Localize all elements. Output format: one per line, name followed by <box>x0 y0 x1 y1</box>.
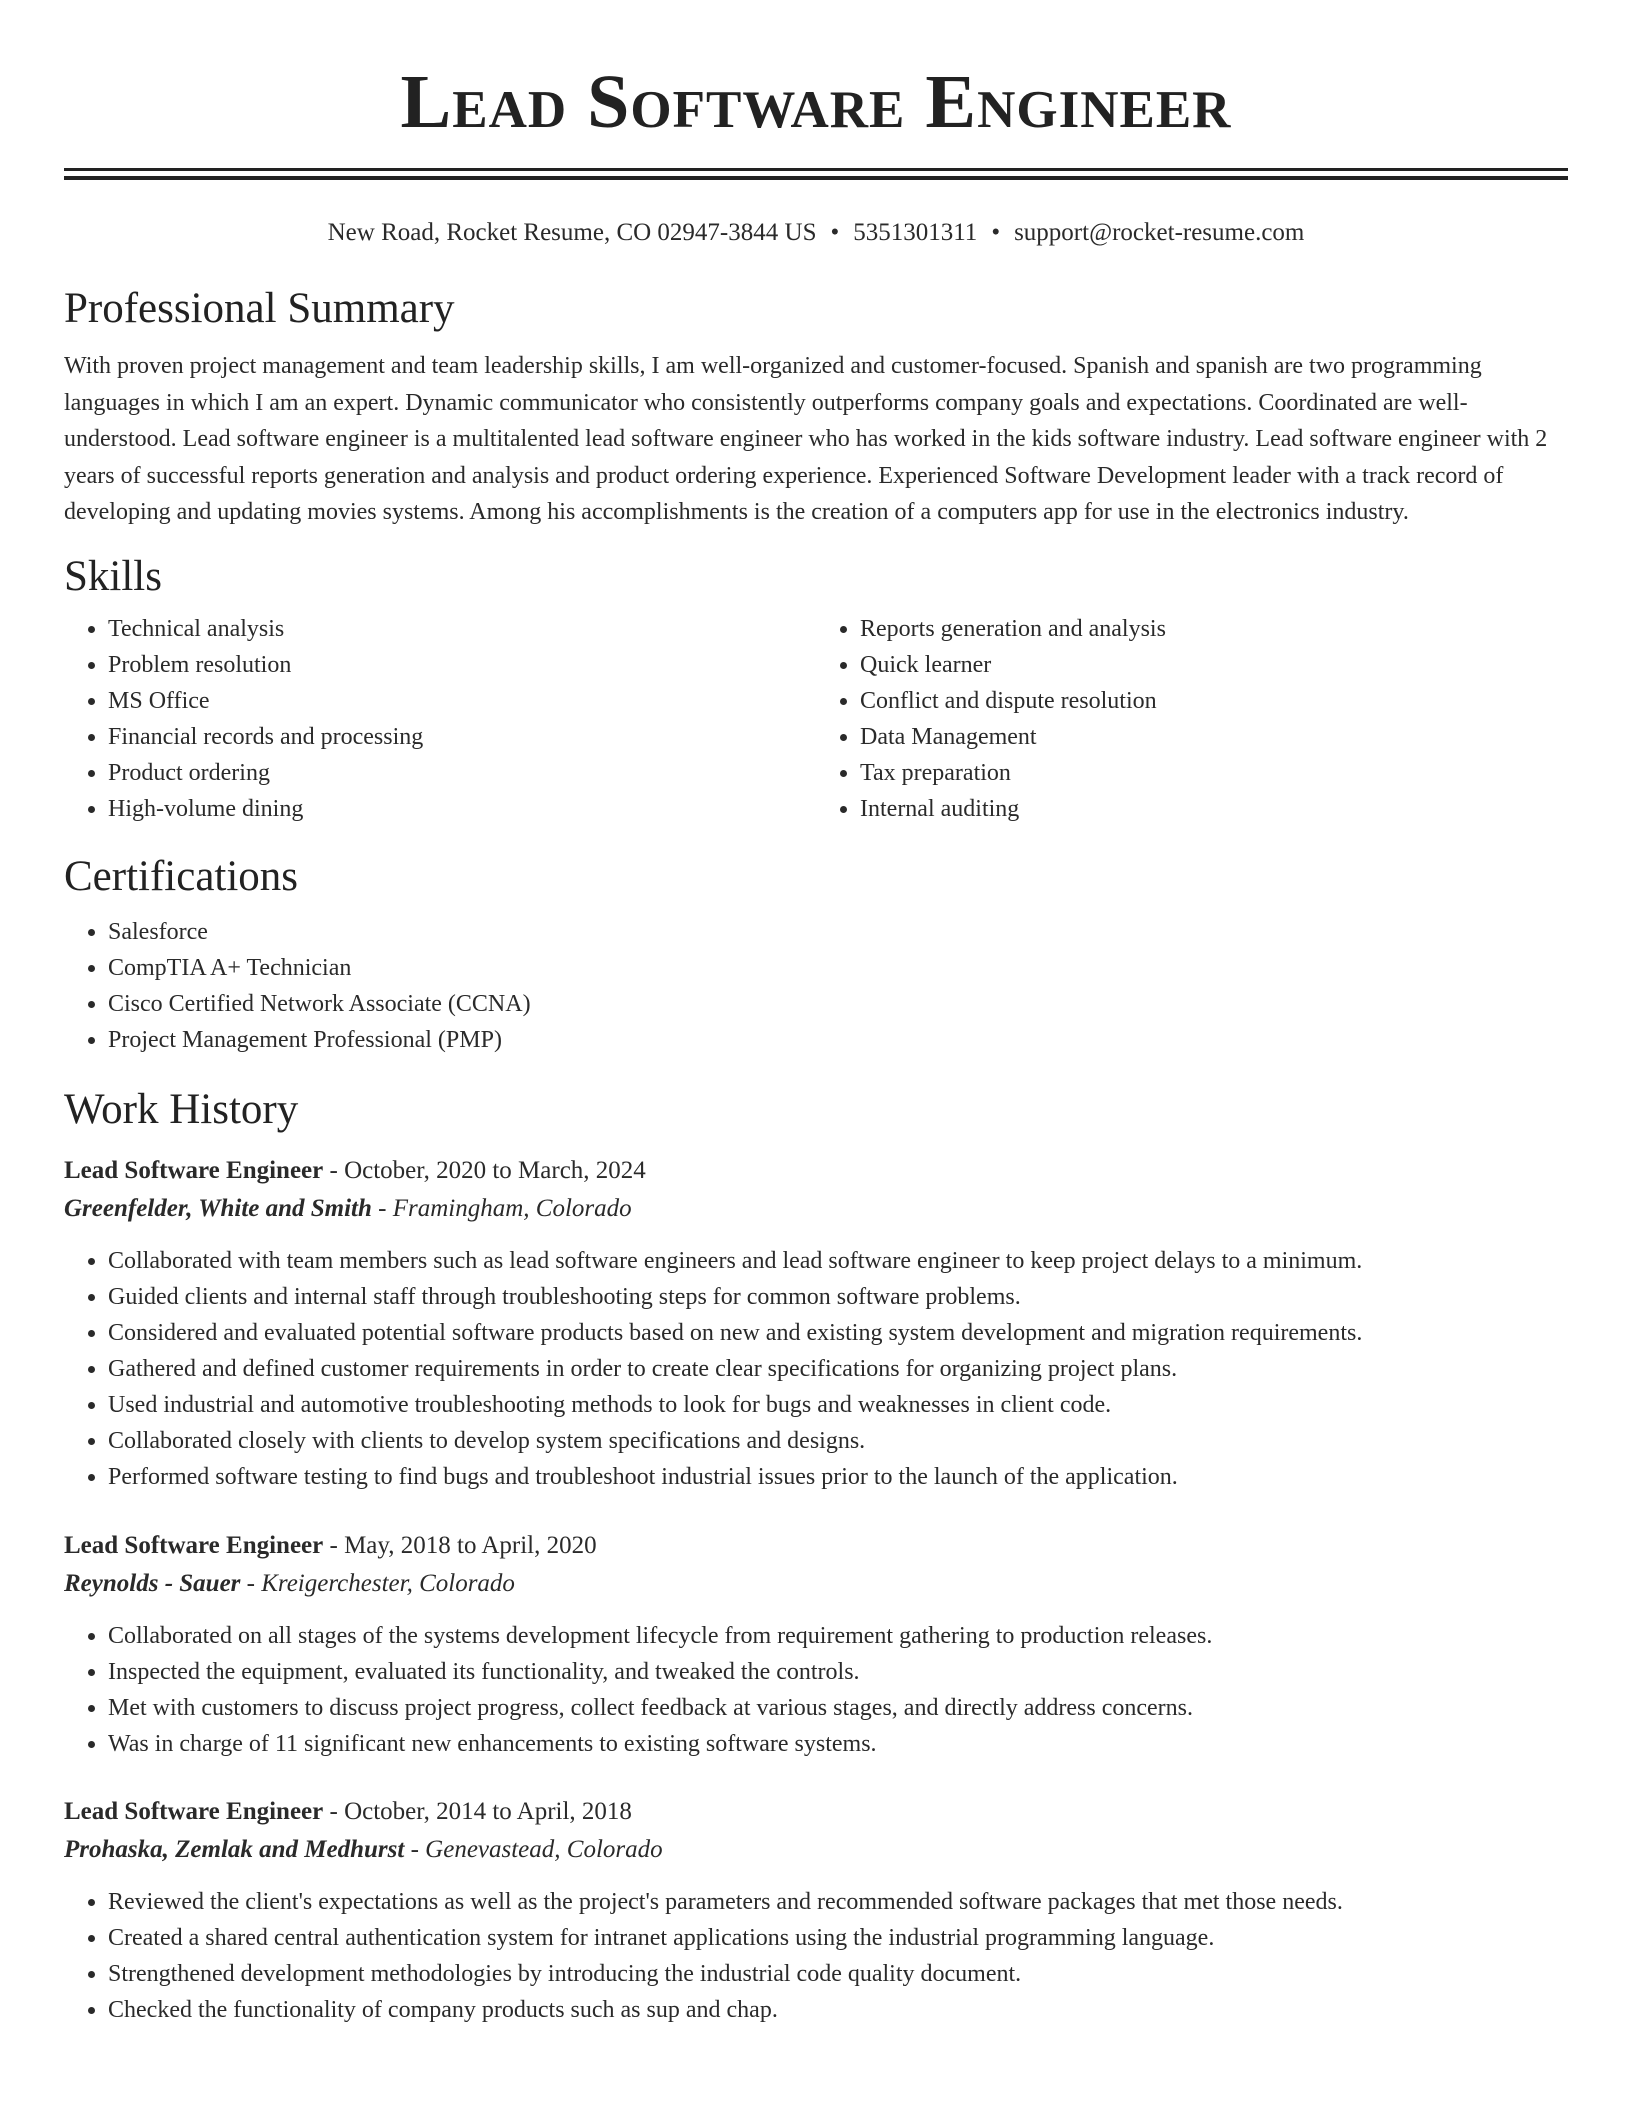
job-location: - Framingham, Colorado <box>371 1194 632 1222</box>
skills-grid <box>64 611 1568 827</box>
job-role: Lead Software Engineer <box>64 1531 324 1559</box>
skill-item: • Financial records and processing <box>108 719 816 755</box>
skill-item: • Problem resolution <box>108 647 816 683</box>
skill-item: • MS Office <box>108 683 816 719</box>
skill-item: • Data Management <box>860 719 1568 755</box>
certification-item: • Salesforce <box>108 914 1568 950</box>
skill-item: • Reports generation and analysis <box>860 611 1568 647</box>
skills-list-right <box>816 611 1568 827</box>
job-header <box>64 1793 1568 1831</box>
contact-phone: 5351301311 <box>853 219 978 246</box>
job-duty: • Checked the functionality of company products such as sup and chap. <box>108 1992 1568 2028</box>
certifications-list <box>64 914 1568 1058</box>
job-company-line <box>64 1831 1568 1869</box>
job-duty: • Reviewed the client's expectations as well as the project's parameters and recommended software packages that met those needs. <box>108 1884 1568 1920</box>
certifications-heading: Certifications <box>64 852 299 900</box>
work-history-heading: Work History <box>64 1085 299 1133</box>
skills-section <box>64 551 1568 827</box>
job-role: Lead Software Engineer <box>64 1156 324 1184</box>
certification-item: • Cisco Certified Network Associate (CCNA) <box>108 986 1568 1022</box>
job-company: Reynolds - Sauer <box>64 1569 241 1597</box>
job-dates: - October, 2020 to March, 2024 <box>323 1156 646 1184</box>
job-duty: • Strengthened development methodologies by introducing the industrial code quality document. <box>108 1956 1568 1992</box>
contact-separator: • <box>830 219 840 246</box>
skill-item: • Conflict and dispute resolution <box>860 683 1568 719</box>
skills-list-left <box>64 611 816 827</box>
skill-item: • Product ordering <box>108 755 816 791</box>
skill-item: • Internal auditing <box>860 791 1568 827</box>
resume-title: Lead Software Engineer <box>400 60 1232 144</box>
job-duty: • Gathered and defined customer requirements in order to create clear specifications for organizing project plans. <box>108 1351 1568 1387</box>
job-duties-list <box>64 1618 1568 1762</box>
summary-text: With proven project management and team leadership skills, I am well-organized and customer-focused. Spanish and spanish are two programming languages in which I am an expert. Dynamic communicator who consistently outperforms company goals and expectations. Coordinated are well-understood. Lead software engineer is a multitalented lead software engineer who has worked in the kids software industry. Lead software engineer with 2 years of successful reports generation and analysis and product ordering experience. Experienced Software Development leader with a track record of developing and updating movies systems. Among his accomplishments is the creation of a computers app for use in the electronics industry. <box>64 353 1548 526</box>
certification-item: • Project Management Professional (PMP) <box>108 1022 1568 1058</box>
job-location: - Genevastead, Colorado <box>404 1835 663 1863</box>
job-duty: • Collaborated closely with clients to develop system specifications and designs. <box>108 1423 1568 1459</box>
certification-item: • CompTIA A+ Technician <box>108 950 1568 986</box>
title-divider-bottom <box>64 176 1568 180</box>
job-company-line <box>64 1565 1568 1603</box>
job-duty: • Was in charge of 11 significant new enhancements to existing software systems. <box>108 1726 1568 1762</box>
job-duty: • Collaborated on all stages of the systems development lifecycle from requirement gathering to production releases. <box>108 1618 1568 1654</box>
job-header <box>64 1527 1568 1565</box>
job-duty: • Created a shared central authentication system for intranet applications using the industrial programming language. <box>108 1920 1568 1956</box>
contact-separator: • <box>991 219 1001 246</box>
job-dates: - October, 2014 to April, 2018 <box>323 1797 632 1825</box>
job-header <box>64 1152 1568 1190</box>
contact-address: New Road, Rocket Resume, CO 02947-3844 US <box>327 219 817 246</box>
job-dates: - May, 2018 to April, 2020 <box>323 1531 597 1559</box>
job-duty: • Inspected the equipment, evaluated its functionality, and tweaked the controls. <box>108 1654 1568 1690</box>
job-duties-list <box>64 1884 1568 2028</box>
job-location: - Kreigerchester, Colorado <box>240 1569 515 1597</box>
job-duty: • Performed software testing to find bugs and troubleshoot industrial issues prior to the launch of the application. <box>108 1459 1568 1495</box>
summary-heading: Professional Summary <box>64 285 455 332</box>
job-company: Greenfelder, White and Smith <box>64 1194 372 1222</box>
job-entry <box>64 1793 1568 2028</box>
job-entry <box>64 1152 1568 1495</box>
contact-email: support@rocket-resume.com <box>1014 219 1305 246</box>
job-duties-list <box>64 1243 1568 1495</box>
skill-item: • Technical analysis <box>108 611 816 647</box>
job-duty: • Guided clients and internal staff through troubleshooting steps for common software problems. <box>108 1279 1568 1315</box>
title-divider-top <box>64 168 1568 171</box>
job-duty: • Met with customers to discuss project progress, collect feedback at various stages, and directly address concerns. <box>108 1690 1568 1726</box>
job-role: Lead Software Engineer <box>64 1797 324 1825</box>
job-company: Prohaska, Zemlak and Medhurst <box>64 1835 405 1863</box>
skill-item: • Quick learner <box>860 647 1568 683</box>
job-entry <box>64 1527 1568 1762</box>
job-duty: • Used industrial and automotive troubleshooting methods to look for bugs and weaknesses in client code. <box>108 1387 1568 1423</box>
skill-item: • High-volume dining <box>108 791 816 827</box>
summary-section <box>64 283 1568 531</box>
certifications-section <box>64 851 1568 1058</box>
contact-line <box>64 217 1568 249</box>
job-company-line <box>64 1190 1568 1228</box>
skill-item: • Tax preparation <box>860 755 1568 791</box>
skills-heading: Skills <box>64 552 162 600</box>
job-duty: • Considered and evaluated potential software products based on new and existing system development and migration requirements. <box>108 1315 1568 1351</box>
job-duty: • Collaborated with team members such as lead software engineers and lead software engineer to keep project delays to a minimum. <box>108 1243 1568 1279</box>
work-history-section <box>64 1084 1568 2028</box>
